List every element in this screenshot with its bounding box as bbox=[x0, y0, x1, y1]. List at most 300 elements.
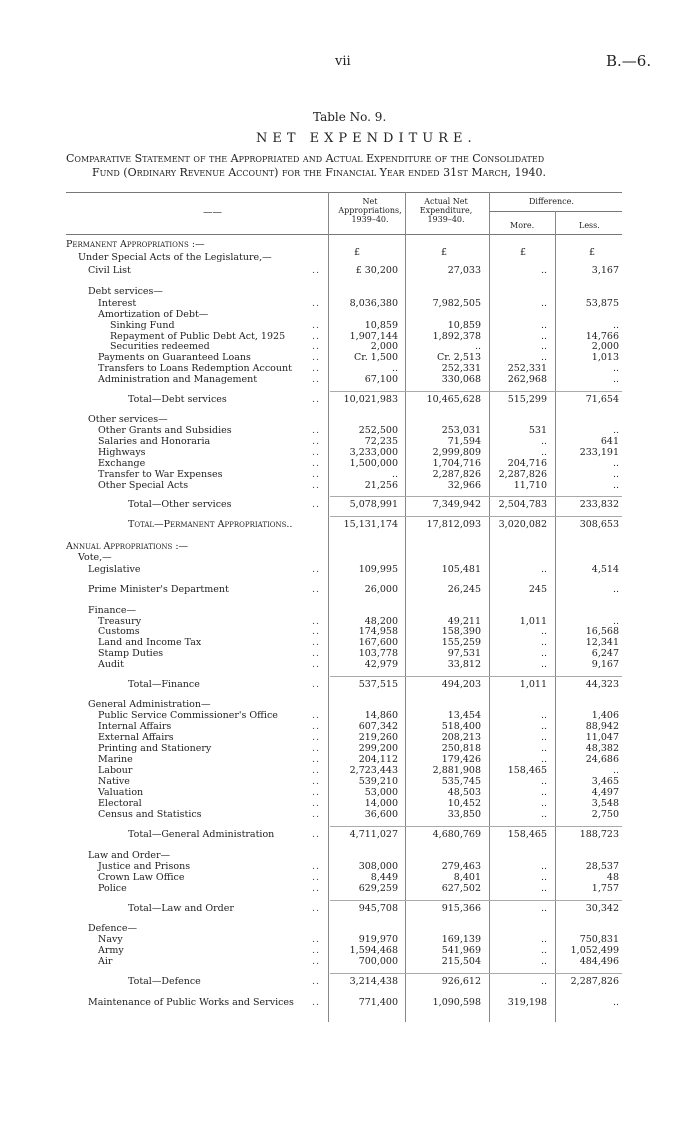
cell-net: 308,000 bbox=[358, 861, 398, 872]
cell-net: 1,594,468 bbox=[349, 945, 398, 956]
row-label: Other services— bbox=[88, 414, 168, 425]
cell-less: .. bbox=[612, 584, 619, 595]
row-label: Stamp Duties bbox=[98, 648, 164, 659]
cell-more: .. bbox=[540, 626, 547, 637]
cell-net: Cr. 1,500 bbox=[353, 352, 398, 363]
cell-actual: 2,287,826 bbox=[432, 469, 481, 480]
cell-actual: 27,033 bbox=[447, 265, 481, 276]
cell-net: 771,400 bbox=[358, 997, 398, 1008]
header-bottom-rule bbox=[66, 234, 622, 235]
leader-dots: .. bbox=[312, 499, 321, 510]
cell-net: 174,958 bbox=[358, 626, 398, 637]
cell-less: .. bbox=[612, 469, 619, 480]
row-label: Navy bbox=[98, 934, 123, 945]
leader-dots: .. bbox=[312, 659, 321, 670]
row-label: Customs bbox=[98, 626, 140, 637]
row-label: Valuation bbox=[98, 787, 144, 798]
leader-dots: .. bbox=[312, 732, 321, 743]
cell-net: 204,112 bbox=[358, 754, 398, 765]
cell-more: .. bbox=[540, 776, 547, 787]
leader-dots: .. bbox=[312, 809, 321, 820]
cell-net: 109,995 bbox=[358, 564, 398, 575]
cell-less: 4,497 bbox=[591, 787, 619, 798]
cell-net: 629,259 bbox=[358, 883, 398, 894]
cell-net: 53,000 bbox=[364, 787, 398, 798]
cell-net: 537,515 bbox=[358, 679, 398, 690]
cell-more: 515,299 bbox=[507, 394, 547, 405]
cell-actual: 279,463 bbox=[441, 861, 481, 872]
total-rule bbox=[330, 826, 622, 827]
header-actual-line-1: Actual Net bbox=[424, 197, 468, 206]
cell-less: 188,723 bbox=[579, 829, 619, 840]
leader-dots: .. bbox=[312, 564, 321, 575]
row-label: Treasury bbox=[98, 616, 142, 627]
leader-dots: .. bbox=[312, 776, 321, 787]
row-label: Justice and Prisons bbox=[98, 861, 191, 872]
cell-less: 48 bbox=[606, 872, 619, 883]
row-label: Repayment of Public Debt Act, 1925 bbox=[110, 331, 286, 342]
header-dash: —— bbox=[203, 207, 222, 218]
cell-actual: 1,090,598 bbox=[432, 997, 481, 1008]
cell-actual: 10,452 bbox=[447, 798, 481, 809]
cell-net: 219,260 bbox=[358, 732, 398, 743]
cell-less: 1,052,499 bbox=[570, 945, 619, 956]
cell-less: .. bbox=[612, 320, 619, 331]
cell-more: 158,465 bbox=[507, 765, 547, 776]
cell-net: 42,979 bbox=[364, 659, 398, 670]
cell-actual: .. bbox=[474, 341, 481, 352]
cell-less: 11,047 bbox=[585, 732, 619, 743]
cell-net: 299,200 bbox=[358, 743, 398, 754]
cell-less: 3,167 bbox=[591, 265, 619, 276]
cell-less: 44,323 bbox=[585, 679, 619, 690]
cell-net: £ 30,200 bbox=[355, 265, 398, 276]
leader-dots: .. bbox=[312, 626, 321, 637]
row-label: Electoral bbox=[98, 798, 142, 809]
cell-less: 484,496 bbox=[579, 956, 619, 967]
cell-more: 245 bbox=[528, 584, 547, 595]
header-difference: Difference. bbox=[529, 197, 574, 206]
cell-net: 1,500,000 bbox=[349, 458, 398, 469]
leader-dots: .. bbox=[312, 872, 321, 883]
cell-net: 14,860 bbox=[364, 710, 398, 721]
leader-dots: .. bbox=[312, 374, 321, 385]
row-label: Interest bbox=[98, 298, 137, 309]
cell-less: 233,832 bbox=[579, 499, 619, 510]
cell-actual: 2,881,908 bbox=[432, 765, 481, 776]
total-rule bbox=[330, 973, 622, 974]
row-label: Transfer to War Expenses bbox=[98, 469, 223, 480]
leader-dots: .. bbox=[312, 976, 321, 987]
currency-actual: £ bbox=[440, 247, 447, 258]
cell-net: 15,131,174 bbox=[343, 519, 398, 530]
cell-less: 308,653 bbox=[579, 519, 619, 530]
total-row-label: Total—Permanent Appropriations.. bbox=[128, 519, 293, 530]
row-label: Highways bbox=[98, 447, 146, 458]
cell-more: .. bbox=[540, 903, 547, 914]
total-rule bbox=[330, 496, 622, 497]
cell-more: .. bbox=[540, 648, 547, 659]
cell-more: 3,020,082 bbox=[498, 519, 547, 530]
row-label: Internal Affairs bbox=[98, 721, 172, 732]
cell-more: 2,504,783 bbox=[498, 499, 547, 510]
cell-less: 30,342 bbox=[585, 903, 619, 914]
cell-more: 158,465 bbox=[507, 829, 547, 840]
cell-more: .. bbox=[540, 436, 547, 447]
cell-more: 1,011 bbox=[519, 679, 547, 690]
leader-dots: .. bbox=[312, 331, 321, 342]
total-row-label: Total—Law and Order bbox=[128, 903, 234, 914]
cell-actual: 105,481 bbox=[441, 564, 481, 575]
row-label: External Affairs bbox=[98, 732, 174, 743]
leader-dots: .. bbox=[312, 352, 321, 363]
cell-more: .. bbox=[540, 331, 547, 342]
cell-less: .. bbox=[612, 458, 619, 469]
cell-more: 531 bbox=[528, 425, 547, 436]
cell-net: 5,078,991 bbox=[349, 499, 398, 510]
cell-actual: 10,465,628 bbox=[426, 394, 481, 405]
leader-dots: .. bbox=[312, 710, 321, 721]
cell-less: 12,341 bbox=[585, 637, 619, 648]
cell-less: 233,191 bbox=[579, 447, 619, 458]
cell-more: .. bbox=[540, 659, 547, 670]
leader-dots: .. bbox=[312, 394, 321, 405]
row-label: Payments on Guaranteed Loans bbox=[98, 352, 251, 363]
cell-net: 10,021,983 bbox=[343, 394, 398, 405]
cell-actual: 7,982,505 bbox=[432, 298, 481, 309]
cell-less: 16,568 bbox=[585, 626, 619, 637]
header-top-rule bbox=[66, 192, 622, 193]
cell-more: 1,011 bbox=[519, 616, 547, 627]
cell-more: .. bbox=[540, 721, 547, 732]
cell-more: .. bbox=[540, 637, 547, 648]
cell-more: .. bbox=[540, 710, 547, 721]
cell-actual: 33,812 bbox=[447, 659, 481, 670]
cell-actual: 1,704,716 bbox=[432, 458, 481, 469]
cell-more: .. bbox=[540, 798, 547, 809]
leader-dots: .. bbox=[312, 754, 321, 765]
row-label: Annual Appropriations :— bbox=[66, 541, 189, 552]
cell-net: 945,708 bbox=[358, 903, 398, 914]
cell-actual: 250,818 bbox=[441, 743, 481, 754]
cell-actual: 915,366 bbox=[441, 903, 481, 914]
cell-actual: 169,139 bbox=[441, 934, 481, 945]
cell-actual: 13,454 bbox=[447, 710, 481, 721]
cell-more: 262,968 bbox=[507, 374, 547, 385]
row-label: Salaries and Honoraria bbox=[98, 436, 211, 447]
row-label: Securities redeemed bbox=[110, 341, 210, 352]
total-rule bbox=[330, 676, 622, 677]
row-label: Census and Statistics bbox=[98, 809, 202, 820]
cell-net: 919,970 bbox=[358, 934, 398, 945]
leader-dots: .. bbox=[312, 637, 321, 648]
subtitle-line-2: Fund (Ordinary Revenue Account) for the Financial Year ended 31st March, 1940. bbox=[92, 166, 547, 179]
row-label: Police bbox=[98, 883, 127, 894]
cell-less: .. bbox=[612, 363, 619, 374]
cell-less: 88,942 bbox=[585, 721, 619, 732]
row-label: Prime Minister's Department bbox=[88, 584, 229, 595]
leader-dots: .. bbox=[312, 997, 321, 1008]
cell-net: 21,256 bbox=[364, 480, 398, 491]
cell-more: .. bbox=[540, 809, 547, 820]
leader-dots: .. bbox=[312, 798, 321, 809]
row-label: Public Service Commissioner's Office bbox=[98, 710, 278, 721]
row-label: Other Grants and Subsidies bbox=[98, 425, 232, 436]
cell-net: 607,342 bbox=[358, 721, 398, 732]
cell-actual: 7,349,942 bbox=[432, 499, 481, 510]
page-number: vii bbox=[335, 54, 351, 69]
leader-dots: .. bbox=[312, 883, 321, 894]
leader-dots: .. bbox=[312, 934, 321, 945]
leader-dots: .. bbox=[312, 458, 321, 469]
cell-net: 8,036,380 bbox=[349, 298, 398, 309]
row-label: Finance— bbox=[88, 605, 136, 616]
row-label: Amortization of Debt— bbox=[98, 309, 209, 320]
page-ref: B.—6. bbox=[606, 52, 652, 70]
cell-more: 319,198 bbox=[507, 997, 547, 1008]
cell-less: 28,537 bbox=[585, 861, 619, 872]
row-label: Marine bbox=[98, 754, 133, 765]
cell-actual: 252,331 bbox=[441, 363, 481, 374]
cell-net: 3,233,000 bbox=[349, 447, 398, 458]
cell-net: 700,000 bbox=[358, 956, 398, 967]
cell-actual: 71,594 bbox=[447, 436, 481, 447]
row-label: Exchange bbox=[98, 458, 146, 469]
header-more: More. bbox=[510, 221, 535, 230]
cell-less: 4,514 bbox=[591, 564, 619, 575]
total-rule bbox=[330, 516, 622, 517]
cell-actual: 926,612 bbox=[441, 976, 481, 987]
leader-dots: .. bbox=[312, 447, 321, 458]
cell-actual: 4,680,769 bbox=[432, 829, 481, 840]
total-row-label: Total—Other services bbox=[128, 499, 232, 510]
cell-actual: 2,999,809 bbox=[432, 447, 481, 458]
total-row-label: Total—Finance bbox=[128, 679, 200, 690]
cell-less: 750,831 bbox=[579, 934, 619, 945]
cell-actual: 17,812,093 bbox=[426, 519, 481, 530]
cell-net: 72,235 bbox=[364, 436, 398, 447]
header-actual bbox=[406, 197, 486, 224]
cell-more: 252,331 bbox=[507, 363, 547, 374]
table-title: NET EXPENDITURE. bbox=[256, 131, 477, 146]
cell-actual: 518,400 bbox=[441, 721, 481, 732]
cell-net: 36,600 bbox=[364, 809, 398, 820]
total-rule bbox=[330, 900, 622, 901]
cell-actual: 179,426 bbox=[441, 754, 481, 765]
cell-less: .. bbox=[612, 765, 619, 776]
leader-dots: .. bbox=[312, 363, 321, 374]
col-sep-1 bbox=[328, 192, 329, 1022]
cell-more: .. bbox=[540, 787, 547, 798]
leader-dots: .. bbox=[312, 721, 321, 732]
total-row-label: Total—General Administration bbox=[128, 829, 275, 840]
leader-dots: .. bbox=[312, 945, 321, 956]
cell-more: 2,287,826 bbox=[498, 469, 547, 480]
row-label: Sinking Fund bbox=[110, 320, 175, 331]
cell-actual: 49,211 bbox=[447, 616, 481, 627]
cell-actual: 48,503 bbox=[447, 787, 481, 798]
leader-dots: .. bbox=[312, 743, 321, 754]
leader-dots: .. bbox=[312, 956, 321, 967]
cell-more: .. bbox=[540, 861, 547, 872]
cell-net: .. bbox=[391, 363, 398, 374]
cell-more: .. bbox=[540, 934, 547, 945]
cell-less: 1,013 bbox=[591, 352, 619, 363]
row-label: Transfers to Loans Redemption Account bbox=[98, 363, 292, 374]
cell-more: .. bbox=[540, 754, 547, 765]
leader-dots: .. bbox=[312, 787, 321, 798]
row-label: Law and Order— bbox=[88, 850, 171, 861]
cell-actual: 10,859 bbox=[447, 320, 481, 331]
cell-actual: 535,745 bbox=[441, 776, 481, 787]
cell-more: .. bbox=[540, 956, 547, 967]
cell-net: 48,200 bbox=[364, 616, 398, 627]
cell-net: 14,000 bbox=[364, 798, 398, 809]
cell-net: 3,214,438 bbox=[349, 976, 398, 987]
cell-less: 6,247 bbox=[591, 648, 619, 659]
leader-dots: .. bbox=[312, 861, 321, 872]
cell-less: 71,654 bbox=[585, 394, 619, 405]
header-net bbox=[330, 197, 410, 224]
table-number: Table No. 9. bbox=[313, 110, 387, 124]
leader-dots: .. bbox=[312, 480, 321, 491]
cell-more: .. bbox=[540, 341, 547, 352]
cell-actual: 494,203 bbox=[441, 679, 481, 690]
cell-more: .. bbox=[540, 883, 547, 894]
header-diff-rule bbox=[490, 211, 622, 212]
leader-dots: .. bbox=[312, 829, 321, 840]
row-label: Vote,— bbox=[78, 552, 112, 563]
row-label: Permanent Appropriations :— bbox=[66, 239, 205, 250]
cell-less: 24,686 bbox=[585, 754, 619, 765]
cell-more: 204,716 bbox=[507, 458, 547, 469]
cell-more: .. bbox=[540, 732, 547, 743]
cell-less: .. bbox=[612, 616, 619, 627]
cell-less: 2,000 bbox=[591, 341, 619, 352]
col-sep-2 bbox=[405, 192, 406, 1022]
cell-actual: 208,213 bbox=[441, 732, 481, 743]
row-label: Other Special Acts bbox=[98, 480, 189, 491]
subtitle-line-1: Comparative Statement of the Appropriated and Actual Expenditure of the Consolidated bbox=[66, 152, 545, 165]
cell-less: .. bbox=[612, 425, 619, 436]
cell-net: 4,711,027 bbox=[349, 829, 398, 840]
header-net-line-3: 1939–40. bbox=[351, 215, 389, 224]
row-label: Under Special Acts of the Legislature,— bbox=[78, 252, 272, 263]
leader-dots: .. bbox=[312, 436, 321, 447]
leader-dots: .. bbox=[312, 679, 321, 690]
leader-dots: .. bbox=[312, 648, 321, 659]
cell-more: .. bbox=[540, 743, 547, 754]
row-label: Legislative bbox=[88, 564, 141, 575]
leader-dots: .. bbox=[312, 425, 321, 436]
leader-dots: .. bbox=[312, 265, 321, 276]
cell-net: 252,500 bbox=[358, 425, 398, 436]
cell-actual: 215,504 bbox=[441, 956, 481, 967]
cell-more: .. bbox=[540, 265, 547, 276]
cell-net: 67,100 bbox=[364, 374, 398, 385]
cell-net: 2,723,443 bbox=[349, 765, 398, 776]
cell-net: 539,210 bbox=[358, 776, 398, 787]
cell-actual: 253,031 bbox=[441, 425, 481, 436]
currency-less: £ bbox=[588, 247, 595, 258]
row-label: Labour bbox=[98, 765, 133, 776]
cell-more: .. bbox=[540, 872, 547, 883]
cell-less: 2,750 bbox=[591, 809, 619, 820]
cell-more: .. bbox=[540, 352, 547, 363]
header-less: Less. bbox=[579, 221, 600, 230]
cell-actual: 1,892,378 bbox=[432, 331, 481, 342]
leader-dots: .. bbox=[312, 616, 321, 627]
row-label: Defence— bbox=[88, 923, 137, 934]
cell-actual: 26,245 bbox=[447, 584, 481, 595]
cell-less: 48,382 bbox=[585, 743, 619, 754]
total-row-label: Total—Defence bbox=[128, 976, 201, 987]
row-label: Maintenance of Public Works and Services bbox=[88, 997, 294, 1008]
cell-less: .. bbox=[612, 997, 619, 1008]
row-label: Civil List bbox=[88, 265, 131, 276]
cell-actual: 33,850 bbox=[447, 809, 481, 820]
row-label: Printing and Stationery bbox=[98, 743, 212, 754]
cell-less: 2,287,826 bbox=[570, 976, 619, 987]
cell-less: 53,875 bbox=[585, 298, 619, 309]
header-actual-line-2: Expenditure, bbox=[419, 206, 473, 215]
row-label: Administration and Management bbox=[98, 374, 258, 385]
row-label: Air bbox=[98, 956, 113, 967]
leader-dots: .. bbox=[312, 298, 321, 309]
cell-more: .. bbox=[540, 945, 547, 956]
cell-net: .. bbox=[391, 469, 398, 480]
cell-less: .. bbox=[612, 374, 619, 385]
cell-more: .. bbox=[540, 447, 547, 458]
row-label: Native bbox=[98, 776, 130, 787]
cell-net: 10,859 bbox=[364, 320, 398, 331]
leader-dots: .. bbox=[312, 341, 321, 352]
leader-dots: .. bbox=[312, 320, 321, 331]
cell-actual: 155,259 bbox=[441, 637, 481, 648]
cell-less: 1,757 bbox=[591, 883, 619, 894]
row-label: Crown Law Office bbox=[98, 872, 185, 883]
row-label: Audit bbox=[98, 659, 124, 670]
cell-less: 3,465 bbox=[591, 776, 619, 787]
cell-less: 1,406 bbox=[591, 710, 619, 721]
currency-more: £ bbox=[519, 247, 526, 258]
leader-dots: .. bbox=[312, 584, 321, 595]
row-label: Land and Income Tax bbox=[98, 637, 202, 648]
cell-net: 1,907,144 bbox=[349, 331, 398, 342]
cell-less: 9,167 bbox=[591, 659, 619, 670]
cell-more: .. bbox=[540, 320, 547, 331]
cell-actual: 541,969 bbox=[441, 945, 481, 956]
cell-more: 11,710 bbox=[513, 480, 547, 491]
total-rule bbox=[330, 391, 622, 392]
cell-less: 3,548 bbox=[591, 798, 619, 809]
cell-net: 167,600 bbox=[358, 637, 398, 648]
total-row-label: Total—Debt services bbox=[128, 394, 227, 405]
cell-actual: 330,068 bbox=[441, 374, 481, 385]
col-sep-3 bbox=[489, 192, 490, 1022]
cell-more: .. bbox=[540, 564, 547, 575]
cell-net: 8,449 bbox=[370, 872, 398, 883]
cell-net: 103,778 bbox=[358, 648, 398, 659]
header-net-line-2: Appropriations, bbox=[338, 206, 402, 215]
header-net-line-1: Net bbox=[362, 197, 378, 206]
cell-less: .. bbox=[612, 480, 619, 491]
row-label: General Administration— bbox=[88, 699, 211, 710]
cell-actual: Cr. 2,513 bbox=[436, 352, 481, 363]
cell-actual: 97,531 bbox=[447, 648, 481, 659]
leader-dots: .. bbox=[312, 469, 321, 480]
cell-actual: 8,401 bbox=[453, 872, 481, 883]
